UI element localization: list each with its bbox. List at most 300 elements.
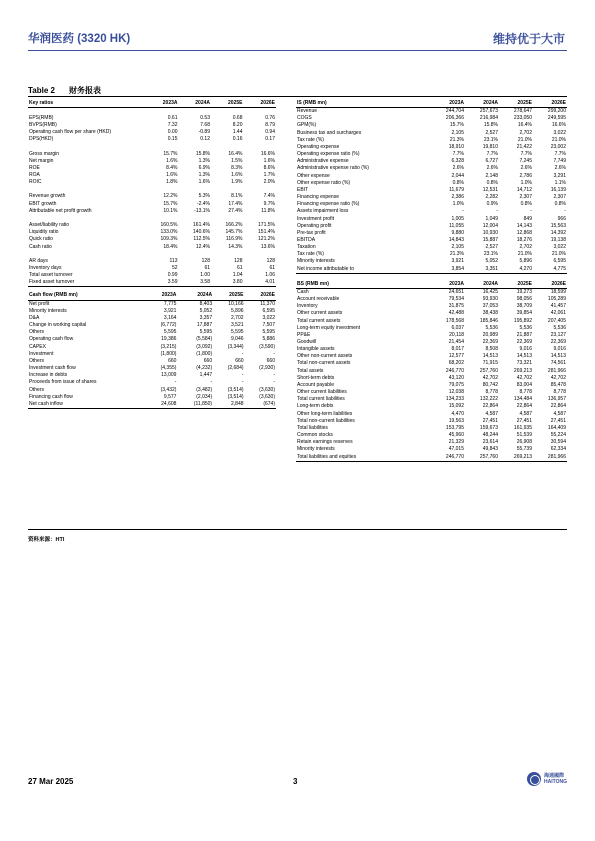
row-value: 16,425 [482,288,498,295]
row-value: 3,022 [262,314,275,321]
row-value: 85,478 [550,381,566,388]
row-value: 0.68 [232,114,243,121]
row-value [179,251,212,258]
row-value [179,186,212,193]
row-value: 7.7% [486,151,498,158]
table-row [28,244,276,251]
row-value: 55,224 [550,432,566,439]
row-value: 74,561 [550,360,566,367]
row-value: 164,409 [547,424,566,431]
row-value: 8.20 [232,121,243,128]
row-value: 11.8% [261,207,275,214]
row-label: Gross margin [29,150,60,157]
row-label: PP&E [297,331,311,338]
row-value: 5,595 [262,329,275,336]
row-value: 8,017 [451,346,464,353]
cash-flow-table [28,292,276,409]
row-value: 6,595 [262,307,275,314]
row-value: 160.5% [160,222,178,229]
row-value: 216,984 [479,115,498,122]
row-value: 42,702 [482,374,498,381]
row-label: Operating profit [297,222,332,229]
row-value: 109.3% [160,236,178,243]
row-value: 5,896 [519,258,532,265]
row-value: 14,513 [482,353,498,360]
row-label: Asset/liability ratio [29,222,70,229]
row-value: 1.6% [166,157,178,164]
table-row [28,165,276,172]
row-label: Investment profit [297,215,334,222]
row-label: Intangible assets [297,346,335,353]
row-value [211,186,244,193]
table-row [296,332,567,339]
row-label: Revenue [297,108,318,115]
table-row [296,432,567,439]
row-label: Operating expense [297,143,340,150]
row-value: 153,795 [445,424,464,431]
row-value: 257,760 [479,367,498,374]
row-label: Other expense [297,172,330,179]
row-value: 22,369 [550,339,566,345]
row-value: (4,232) [196,365,213,372]
row-value: 13.6% [260,243,275,250]
table-row [296,144,567,151]
row-value: 8,403 [199,300,213,307]
row-value: 49,843 [482,446,498,453]
row-value: 1.0% [452,201,464,208]
row-value: 6,727 [485,158,498,165]
table-row [28,236,276,243]
row-value: - [241,372,244,379]
logo-en: HAITONG [544,779,567,785]
row-label: BVPS(RMB) [29,121,57,128]
row-value: 7.68 [200,121,210,128]
row-value: 10.1% [163,207,178,214]
row-value: 27,451 [482,417,498,424]
row-label: D&A [29,314,40,321]
table-row [296,216,567,223]
row-value: 27.4% [228,207,243,214]
row-value: - [241,379,244,386]
row-value: (3,092) [196,343,213,350]
table-row [28,322,276,329]
table-row [296,360,567,367]
row-value: (3,215) [160,343,177,350]
row-value: 3,291 [553,172,566,179]
row-label: Long-term debts [297,403,334,410]
row-label: Others [29,386,45,393]
row-value: -0.89 [198,129,210,136]
income-statement-table [296,100,567,274]
table-row [296,208,567,215]
row-label: Net margin [29,157,54,164]
row-value: 12,531 [482,186,498,193]
row-value: 42,488 [448,310,464,317]
row-value: 145.7% [225,229,243,236]
row-value: 1.5% [231,157,243,164]
table-row [28,193,276,200]
row-value: 16.6% [260,150,275,157]
row-value: 16.6% [551,122,566,129]
row-value: 249,595 [547,115,566,122]
row-value: (2,684) [227,365,244,372]
row-value: 0.99 [167,272,178,279]
row-value: 93,930 [482,296,498,303]
row-value: 22,369 [482,339,498,345]
row-value: 3,351 [465,266,499,274]
row-label: Change in working capital [29,322,87,329]
table-row [296,288,567,296]
haitong-logo-icon [527,772,541,786]
row-value: 23.1% [483,251,498,258]
row-value: 5,595 [231,329,244,336]
row-value: 128 [201,257,210,264]
table-header-row [296,281,567,289]
row-label: Tax rate (%) [297,251,324,258]
row-value: 2,282 [485,194,498,201]
table-row [296,158,567,165]
row-value: 112.5% [193,236,210,243]
row-value: 24,651 [448,288,464,295]
row-value: 269,213 [499,454,533,462]
row-value: 19,138 [550,236,566,243]
row-value: (5,584) [196,336,213,343]
table-row [28,222,276,229]
row-value: 7.4% [263,193,275,200]
row-value: 15.7% [163,200,178,207]
row-label: Total current assets [297,317,341,324]
table-row [296,418,567,425]
row-value: 18,599 [550,288,566,295]
table-row [28,372,276,379]
row-value: 23,002 [550,143,566,150]
row-value: 5.3% [198,193,210,200]
row-value: 3.59 [146,279,179,287]
logo-cn: 海通國際 [544,773,565,779]
row-value: 246,770 [445,367,464,374]
row-value: 660 [235,357,244,364]
row-value: 79,075 [448,381,464,388]
row-value: 4,270 [499,266,533,274]
row-value: 257,673 [479,108,498,115]
row-value: 3,921 [163,307,177,314]
table-row [28,129,276,136]
row-value: 20,989 [482,331,498,338]
row-value: 61 [204,265,210,272]
row-value: 6,037 [451,324,464,331]
table-row [28,215,276,222]
row-label: Investment cash flow [29,365,76,372]
row-value: 7,507 [262,322,275,329]
row-value: 16.4% [517,122,532,129]
table-row [296,115,567,122]
table-row [28,143,276,150]
row-value: 12,038 [448,389,464,396]
table-row [296,230,567,237]
table-row [296,368,567,375]
row-label: Increase in debts [29,372,68,379]
row-label: Net profit [29,300,50,307]
row-value: 281,966 [547,367,566,374]
row-value: 12.4% [195,243,210,250]
table-title-text: 财务报表 [68,86,101,95]
row-value: - [210,379,213,386]
row-value: -2.4% [196,200,210,207]
row-value: 68,202 [448,360,464,367]
row-value: 22,864 [516,403,532,410]
row-value: 269,213 [513,367,532,374]
haitong-logo [527,772,567,786]
row-value: 3,022 [553,244,566,251]
row-value: 0.15 [167,136,178,143]
row-label: COGS [297,115,312,122]
table-row [296,244,567,251]
row-value: 3,921 [451,258,464,265]
row-label: Common stocks [297,432,333,439]
row-value: 19,273 [516,288,532,295]
table-row [28,265,276,272]
row-value: 161,935 [513,424,532,431]
table-row [296,180,567,187]
row-label: Other current liabilities [297,389,347,396]
table-row [28,401,276,409]
table-row [296,237,567,244]
row-value: 660 [266,357,275,364]
row-label: EPS(RMB) [29,114,54,121]
row-value: 128 [234,257,243,264]
row-label: Long-term equity investment [297,324,361,331]
row-value: 15,887 [482,236,498,243]
row-value: (11,850) [177,401,213,409]
row-value: 11,055 [449,222,464,229]
row-value: - [273,372,275,379]
row-label: Operating cash flow per share (HKD) [29,129,111,136]
table-row [28,394,276,401]
row-label: CAPEX [29,343,46,350]
row-value: 15.7% [449,122,464,129]
row-value: 9,016 [519,346,532,353]
row-value: 9,016 [553,346,566,353]
row-value: 14,843 [448,236,464,243]
row-value: 140.6% [193,229,210,236]
row-value: 2,148 [485,172,498,179]
row-value: 98,056 [516,296,532,303]
row-value: 38,438 [482,310,498,317]
row-value: 5,886 [262,336,275,343]
table-row [28,379,276,386]
row-value: 3,357 [199,314,213,321]
row-value: (3,514) [227,393,244,400]
row-label: Inventory [297,303,318,310]
row-value: 2.0% [263,179,275,186]
row-value: 41,457 [550,303,566,310]
row-label: EBIT [297,186,309,193]
table-row [296,310,567,317]
row-value: (2,034) [196,393,213,400]
row-value: 73,321 [516,360,532,367]
row-label: Others [29,329,45,336]
row-value: 8.1% [231,193,243,200]
header-divider [28,50,567,51]
source-note: 资料来源：HTI [28,537,65,543]
row-value: 2,702 [519,129,532,136]
table-row [28,251,276,258]
row-value: 45,960 [448,432,464,439]
table-row [296,353,567,360]
table-row [28,315,276,322]
row-value: 30,594 [550,439,566,446]
row-value: 171.5% [258,222,275,229]
row-value: 3.80 [211,279,244,287]
row-value: 6,328 [451,158,464,165]
row-value: 4,587 [519,410,532,417]
row-value: 9,046 [231,336,244,343]
row-value: 5,536 [485,324,498,331]
row-value: 21,454 [448,339,464,345]
header-year: 2024A [179,100,212,108]
row-value: 14,513 [516,353,532,360]
row-value: 0.17 [265,136,275,143]
header-label: BS (RMB mn) [296,281,431,289]
row-label: Operating expense ratio (%) [297,151,360,158]
row-label: AR days [29,257,48,264]
row-value: 244,704 [445,108,464,115]
row-value: 136,957 [547,396,566,403]
row-value: 2,786 [519,172,532,179]
header-year: 2024A [177,292,213,300]
table-row [296,130,567,137]
row-value: 61 [269,265,275,272]
row-value: 22,864 [482,403,498,410]
row-label: Administrative expense [297,158,349,165]
row-value: 8,778 [485,389,498,396]
row-value: 13,009 [161,372,177,379]
table-row [296,454,567,462]
row-value: 2,105 [451,129,464,136]
row-label [28,215,146,222]
header-label: Cash flow (RMB mn) [28,292,146,300]
row-value: 15,092 [448,403,464,410]
table-row [296,389,567,396]
table-row [28,329,276,336]
row-value: 14,712 [516,186,532,193]
row-value [179,143,212,150]
row-value: 21.0% [551,251,566,258]
row-label: Minority interests [29,307,67,314]
row-value: 8.79 [265,121,275,128]
row-value: 1.8% [166,179,178,186]
row-value: 51,539 [516,432,532,439]
row-value: 37,053 [482,303,498,310]
row-label: Fixed asset turnover [28,279,146,287]
row-value: 1,447 [199,372,213,379]
row-value: - [241,350,244,357]
table-row [296,194,567,201]
row-value: 128 [266,257,275,264]
row-value: 2,386 [451,194,464,201]
row-value: 0.76 [265,114,275,121]
row-label: ROA [29,172,40,179]
table-row [296,411,567,418]
row-value: 83,004 [516,381,532,388]
table-row [28,358,276,365]
row-value: 23,614 [482,439,498,446]
header-year: 2023A [431,100,465,108]
row-value: 12,577 [448,353,464,360]
row-label: Goodwill [297,339,317,345]
row-value: 15.7% [163,150,178,157]
row-value: (1,800) [160,350,177,357]
row-value: 5,595 [199,329,213,336]
row-value: 15,563 [550,222,566,229]
table-row [296,201,567,208]
row-value: 134,484 [513,396,532,403]
row-value: 0.12 [200,136,210,143]
row-value: 1,049 [485,215,498,222]
row-value: 4.01 [244,279,277,287]
key-ratios-table [28,100,276,287]
financial-statements-box [28,96,567,530]
row-value: 161.4% [193,222,210,229]
row-value [146,251,179,258]
header-year: 2023A [146,292,177,300]
row-value: 8.4% [166,164,178,171]
row-value: 14,392 [550,229,566,236]
row-value: 660 [203,357,213,364]
row-label: Financing expense [297,194,339,201]
row-value: 7.32 [167,121,178,128]
row-value: 151.4% [258,229,275,236]
row-value: 4,470 [451,410,464,417]
table-title [28,85,101,96]
row-value [146,215,179,222]
row-label: Others [29,357,45,364]
balance-sheet-table [296,281,567,462]
header-year: 2026E [245,292,276,300]
row-label: GPM(%) [297,122,317,129]
row-label: Assets impairment loss [297,208,349,215]
row-value: 0.00 [167,129,178,136]
row-value: 14,513 [550,353,566,360]
row-value: 133.0% [160,229,178,236]
row-value: 159,673 [479,424,498,431]
row-value: 7,245 [519,158,532,165]
row-value: (6,772) [160,322,177,329]
table-row [296,325,567,332]
row-value: 61 [236,265,243,272]
header-year: 2025E [499,100,533,108]
row-label: Total asset turnover [29,272,73,279]
row-label: Net income attributable to [296,266,431,274]
row-value [179,215,212,222]
header-year: 2024A [465,100,499,108]
row-value: 178,568 [445,317,464,324]
row-value [244,251,277,258]
header-year: 2026E [533,100,567,108]
row-value: 660 [168,357,177,364]
row-value: 6,595 [553,258,566,265]
table-row [296,439,567,446]
row-value: 2,527 [485,244,498,251]
row-value: 185,846 [479,317,498,324]
row-value: 22,864 [550,403,566,410]
row-value: 21,887 [516,331,532,338]
row-label: Total liabilities and equities [296,454,431,462]
row-value [244,108,277,115]
row-value: 1.6% [231,172,243,179]
table-row [296,303,567,310]
table-row [28,300,276,308]
